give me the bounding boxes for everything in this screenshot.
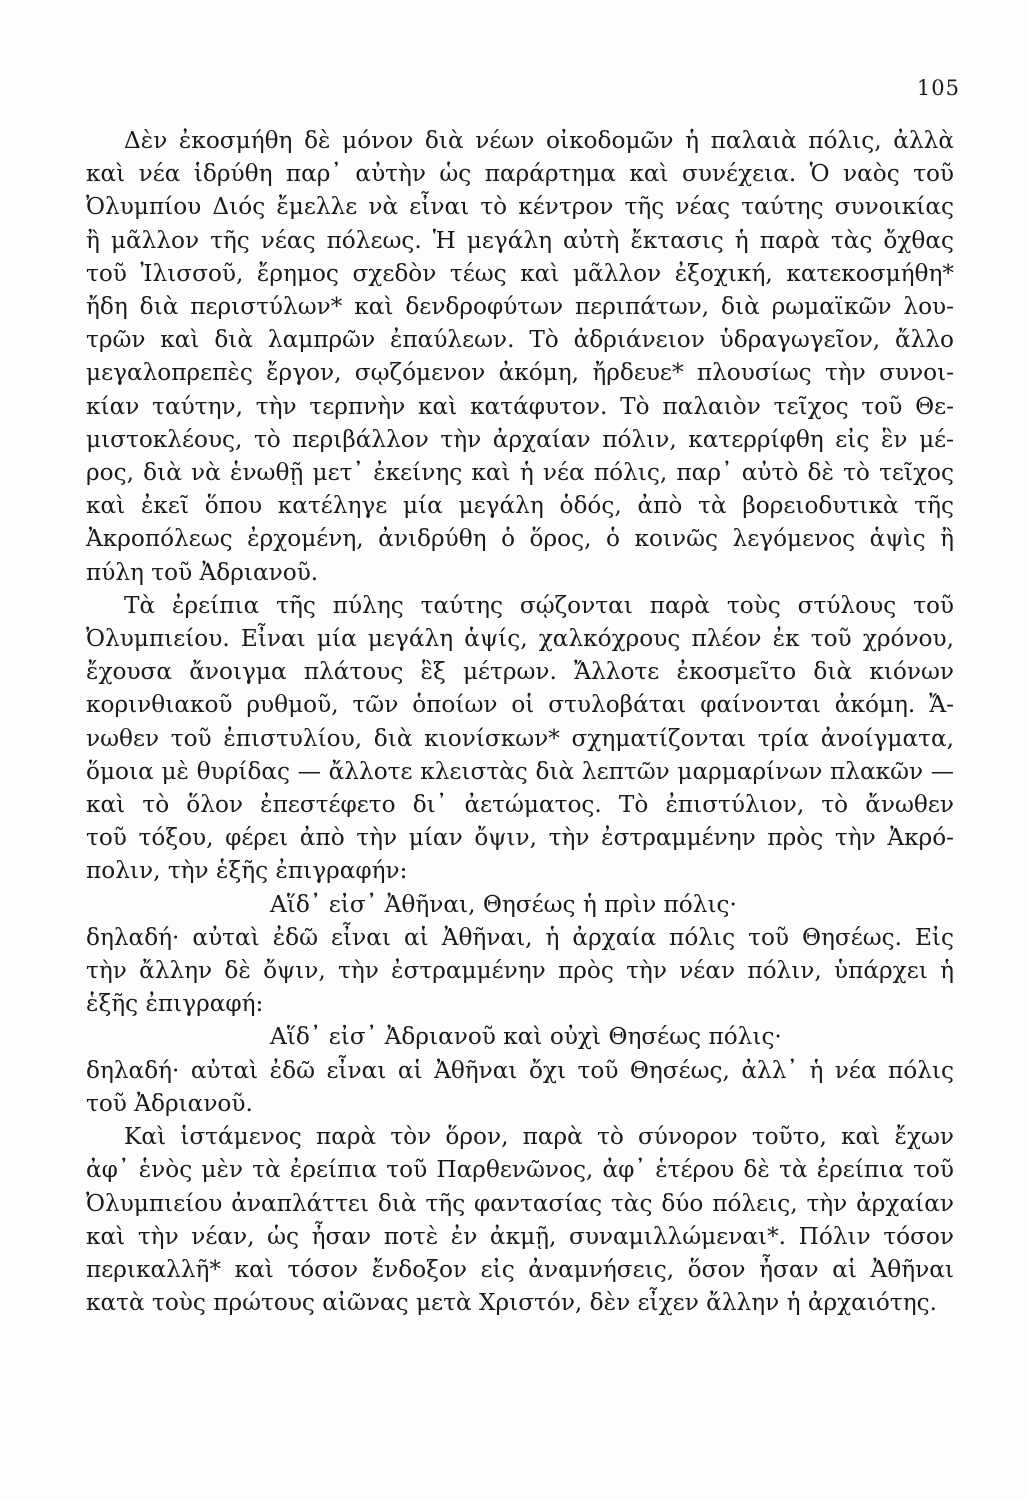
paragraph-line: κατὰ τοὺς πρώτους αἰῶνας μετὰ Χριστόν, δὲν εἶχεν ἄλλην ἡ ἀρχαιότης. [86,1289,937,1317]
paragraph-line: μιστοκλέους, τὸ περιβάλλον τὴν ἀρχαίαν πόλιν, κατερρίφθη εἰς ἓν μέ- [86,425,954,453]
paragraph-line: δηλαδή· αὐταὶ ἐδῶ εἶναι αἱ Ἀθῆναι, ἡ ἀρχαία πόλις τοῦ Θησέως. Εἰς [86,923,954,951]
paragraph-line: καὶ τὴν νέαν, ὡς ἦσαν ποτὲ ἐν ἀκμῇ, συναμιλλώμεναι*. Πόλιν τόσον [86,1222,954,1250]
paragraph-line: Ὀλυμπιείου. Εἶναι μία μεγάλη ἁψίς, χαλκόχρους πλέον ἐκ τοῦ χρόνου, [86,625,954,653]
paragraph-line: τὴν ἄλλην δὲ ὄψιν, τὴν ἐστραμμένην πρὸς τὴν νέαν πόλιν, ὑπάρχει ἡ [86,957,954,985]
page-number: 105 [916,76,960,100]
paragraph-line: κίαν ταύτην, τὴν τερπνὴν καὶ κατάφυτον. Τὸ παλαιὸν τεῖχος τοῦ Θε- [86,392,954,420]
paragraph-line: Δὲν ἐκοσμήθη δὲ μόνον διὰ νέων οἰκοδομῶν ἡ παλαιὰ πόλις, ἀλλὰ [124,127,954,154]
paragraph-line: ὅμοια μὲ θυρίδας — ἄλλοτε κλειστὰς διὰ λεπτῶν μαρμαρίνων πλακῶν — [86,757,954,785]
paragraph-line: τρῶν καὶ διὰ λαμπρῶν ἐπαύλεων. Τὸ ἀδριάνειον ὑδραγωγεῖον, ἄλλο [86,326,954,354]
paragraph-line: πύλη τοῦ Ἀδριανοῦ. [86,558,319,586]
paragraph-line: ἢ μᾶλλον τῆς νέας πόλεως. Ἡ μεγάλη αὐτὴ ἔκτασις ἡ παρὰ τὰς ὄχθας [86,226,954,254]
paragraph-line: ρος, διὰ νὰ ἑνωθῇ μετ᾽ ἐκείνης καὶ ἡ νέα πόλις, παρ᾽ αὐτὸ δὲ τὸ τεῖχος [86,459,954,487]
paragraph-line: τοῦ Ἀδριανοῦ. [86,1089,253,1117]
paragraph-line: ἀφ᾽ ἑνὸς μὲν τὰ ἐρείπια τοῦ Παρθενῶνος, ἀφ᾽ ἑτέρου δὲ τὰ ἐρείπια τοῦ [86,1156,954,1184]
paragraph-line: ἤδη διὰ περιστύλων* καὶ δενδροφύτων περιπάτων, διὰ ρωμαϊκῶν λου- [86,293,954,321]
paragraph-line: πολιν, τὴν ἑξῆς ἐπιγραφήν: [86,857,408,885]
paragraph-line: καὶ νέα ἱδρύθη παρ᾽ αὐτὴν ὡς παράρτημα καὶ συνέχεια. Ὁ ναὸς τοῦ [86,160,954,188]
paragraph-line: περικαλλῆ* καὶ τόσον ἔνδοξον εἰς ἀναμνήσεις, ὅσον ἦσαν αἱ Ἀθῆναι [86,1255,954,1283]
paragraph-line: τοῦ τόξου, φέρει ἀπὸ τὴν μίαν ὄψιν, τὴν ἐστραμμένην πρὸς τὴν Ἀκρό- [86,824,954,852]
paragraph-line: Ἀκροπόλεως ἐρχομένη, ἀνιδρύθη ὁ ὅρος, ὁ κοινῶς λεγόμενος ἁψὶς ἢ [86,525,954,553]
paragraph-line: Ὀλυμπιείου ἀναπλάττει διὰ τῆς φαντασίας τὰς δύο πόλεις, τὴν ἀρχαίαν [86,1189,954,1217]
paragraph-line: μεγαλοπρεπὲς ἔργον, σῳζόμενον ἀκόμη, ἤρδευε* πλουσίως τὴν συνοι- [86,359,954,387]
inscription-line: Αἵδ᾽ εἰσ᾽ Ἀθῆναι, Θησέως ἡ πρὶν πόλις· [270,890,737,918]
paragraph-line: καὶ τὸ ὅλον ἐπεστέφετο δι᾽ ἀετώματος. Τὸ ἐπιστύλιον, τὸ ἄνωθεν [86,791,954,819]
paragraph-line: νωθεν τοῦ ἐπιστυλίου, διὰ κιονίσκων* σχηματίζονται τρία ἀνοίγματα, [86,724,954,752]
paragraph-line: ἑξῆς ἐπιγραφή: [86,990,264,1018]
paragraph-line: δηλαδή· αὐταὶ ἐδῶ εἶναι αἱ Ἀθῆναι ὄχι τοῦ Θησέως, ἀλλ᾽ ἡ νέα πόλις [86,1056,954,1084]
paragraph-line: Τὰ ἐρείπια τῆς πύλης ταύτης σῴζονται παρὰ τοὺς στύλους τοῦ [124,591,954,619]
paragraph-line: Καὶ ἱστάμενος παρὰ τὸν ὅρον, παρὰ τὸ σύνορον τοῦτο, καὶ ἔχων [124,1123,954,1151]
paragraph-line: κορινθιακοῦ ρυθμοῦ, τῶν ὁποίων οἱ στυλοβάται φαίνονται ἀκόμη. Ἄ- [86,691,954,719]
body-text [86,124,954,1319]
paragraph-line: καὶ ἐκεῖ ὅπου κατέληγε μία μεγάλη ὁδός, ἀπὸ τὰ βορειοδυτικὰ τῆς [86,492,954,520]
inscription-line: Αἵδ᾽ εἰσ᾽ Ἀδριανοῦ καὶ οὐχὶ Θησέως πόλις· [270,1023,782,1051]
paragraph-line: Ὀλυμπίου Διός ἔμελλε νὰ εἶναι τὸ κέντρον τῆς νέας ταύτης συνοικίας [86,193,954,221]
paragraph-line: ἔχουσα ἄνοιγμα πλάτους ἓξ μέτρων. Ἄλλοτε ἐκοσμεῖτο διὰ κιόνων [86,658,954,686]
paragraph-line: τοῦ Ἰλισσοῦ, ἔρημος σχεδὸν τέως καὶ μᾶλλον ἐξοχική, κατεκοσμήθη* [86,259,954,287]
